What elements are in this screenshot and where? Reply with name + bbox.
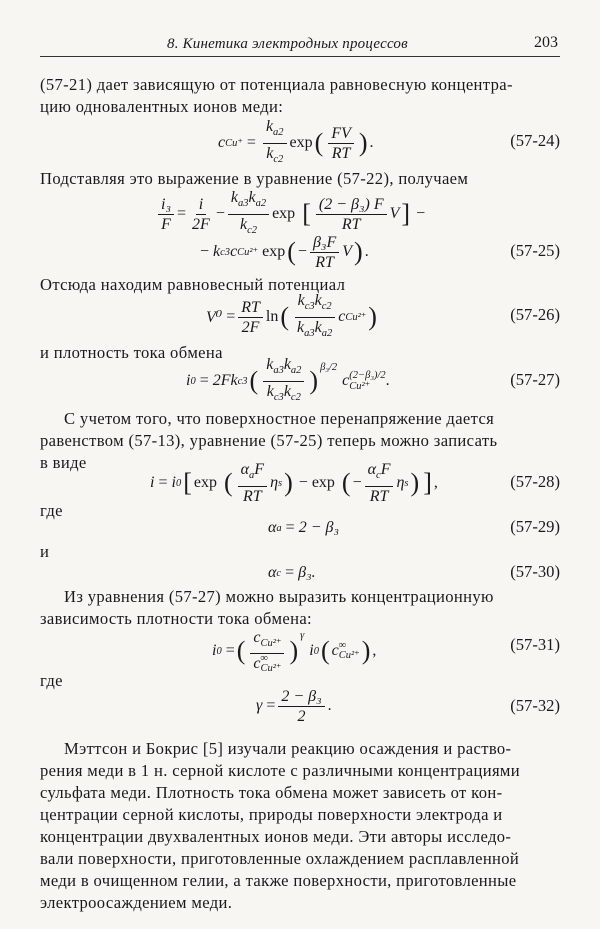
text-line: Подставляя это выражение в уравнение (57-22), получаем — [40, 169, 469, 188]
equation-number: (57-30) — [510, 562, 560, 581]
equation-57-27: i 0 = 2Fk c3 ( $\frac{k_{a3}k_{a2}}{k_{c3}k_{c2}}$ ) $^{\beta_3/2}$ c (2−β₃)/2 Cu²⁺ . — [186, 356, 390, 403]
equation-57-29: α a = 2 − β₃ — [268, 519, 340, 536]
equation-57-30: α c = β₃. — [268, 564, 316, 581]
page-number: 203 — [534, 34, 558, 51]
text-line: цию одновалентных ионов меди: — [40, 97, 284, 116]
text-line: Отсюда находим равновесный потенциал — [40, 275, 346, 294]
text-line: электроосаждением меди. — [40, 893, 233, 912]
running-head: 8. Кинетика электродных процессов — [167, 36, 408, 52]
text-line: рения меди в 1 н. серной кислоте с различными концентрациями — [40, 761, 521, 780]
text-line: вали поверхности, приготовленные охлаждением расплавленной — [40, 849, 520, 868]
page-header — [40, 34, 560, 57]
equation-57-32: γ = $\frac{\text{2 − β₃}}{2}$ . — [256, 687, 332, 725]
equation-number: (57-25) — [510, 241, 560, 260]
text-line: где — [40, 671, 63, 690]
text-line: в виде — [40, 453, 87, 472]
text-line: С учетом того, что поверхностное перенапряжение дается — [64, 409, 495, 428]
text-line: равенством (57-13), уравнение (57-25) теперь можно записать — [40, 431, 498, 450]
equation-number: (57-29) — [510, 517, 560, 536]
equation-number: (57-31) — [510, 635, 560, 654]
equation-57-25-line1: $\frac{\text{i₃}}{F}$ = $\frac{i}{2F}$ − $\frac{k_{a3}k_{a2}}{k_{c2}}$ exp [ $\frac{\text{(2 − β₃) F}}{RT}$ V ] − — [155, 192, 425, 236]
text-line: сульфата меди. Плотность тока обмена может зависеть от кон- — [40, 783, 503, 802]
equation-number: (57-28) — [510, 472, 560, 491]
equation-57-28: i = i 0 [ exp ( $\frac{\alpha_aF}{RT}$ η s ) − exp ( − $\frac{\alpha_cF}{RT}$ η s ) ] , — [150, 461, 438, 505]
equation-number: (57-32) — [510, 696, 560, 715]
equation-57-31: i 0 = ( $c_{Cu^{2+}}$ c ∞ Cu²⁺ ) $^\gamma$ i 0 ( c ∞ Cu²⁺ ) , — [212, 628, 377, 675]
equation-57-26: V⁰ = $\frac{RT}{2F}$ ln ( $\frac{k_{c3}k_{c2}}{k_{a3}k_{a2}}$ c Cu²⁺ ) — [206, 292, 377, 339]
text-line: меди в очищенном гелии, а также поверхности, приготовленные — [40, 871, 517, 890]
text-line: (57-21) дает зависящую от потенциала равновесную концентра- — [40, 75, 513, 94]
text-line: где — [40, 501, 63, 520]
text-line: концентрации двухвалентных ионов меди. Эти авторы исследо- — [40, 827, 512, 846]
text-line: центрации серной кислоты, природы поверхности электрода и — [40, 805, 503, 824]
equation-number: (57-24) — [510, 131, 560, 150]
equation-57-24: c Cu⁺ = $\frac{k_{a2}}{k_{c2}}$ exp ( $\frac{FV}{RT}$ ) . — [218, 118, 374, 165]
text-line: Из уравнения (57-27) можно выразить концентрационную — [64, 587, 494, 606]
equation-57-25-line2: − k c3 c Cu²⁺ exp ( − $\frac{\text{β₃F}}{RT}$ V ) . — [200, 233, 369, 271]
equation-number: (57-27) — [510, 370, 560, 389]
text-line: и — [40, 542, 50, 561]
text-line: Мэттсон и Бокрис [5] изучали реакцию осаждения и раство- — [64, 739, 512, 758]
equation-number: (57-26) — [510, 305, 560, 324]
text-line: и плотность тока обмена — [40, 343, 223, 362]
text-line: зависимость плотности тока обмена: — [40, 609, 313, 628]
